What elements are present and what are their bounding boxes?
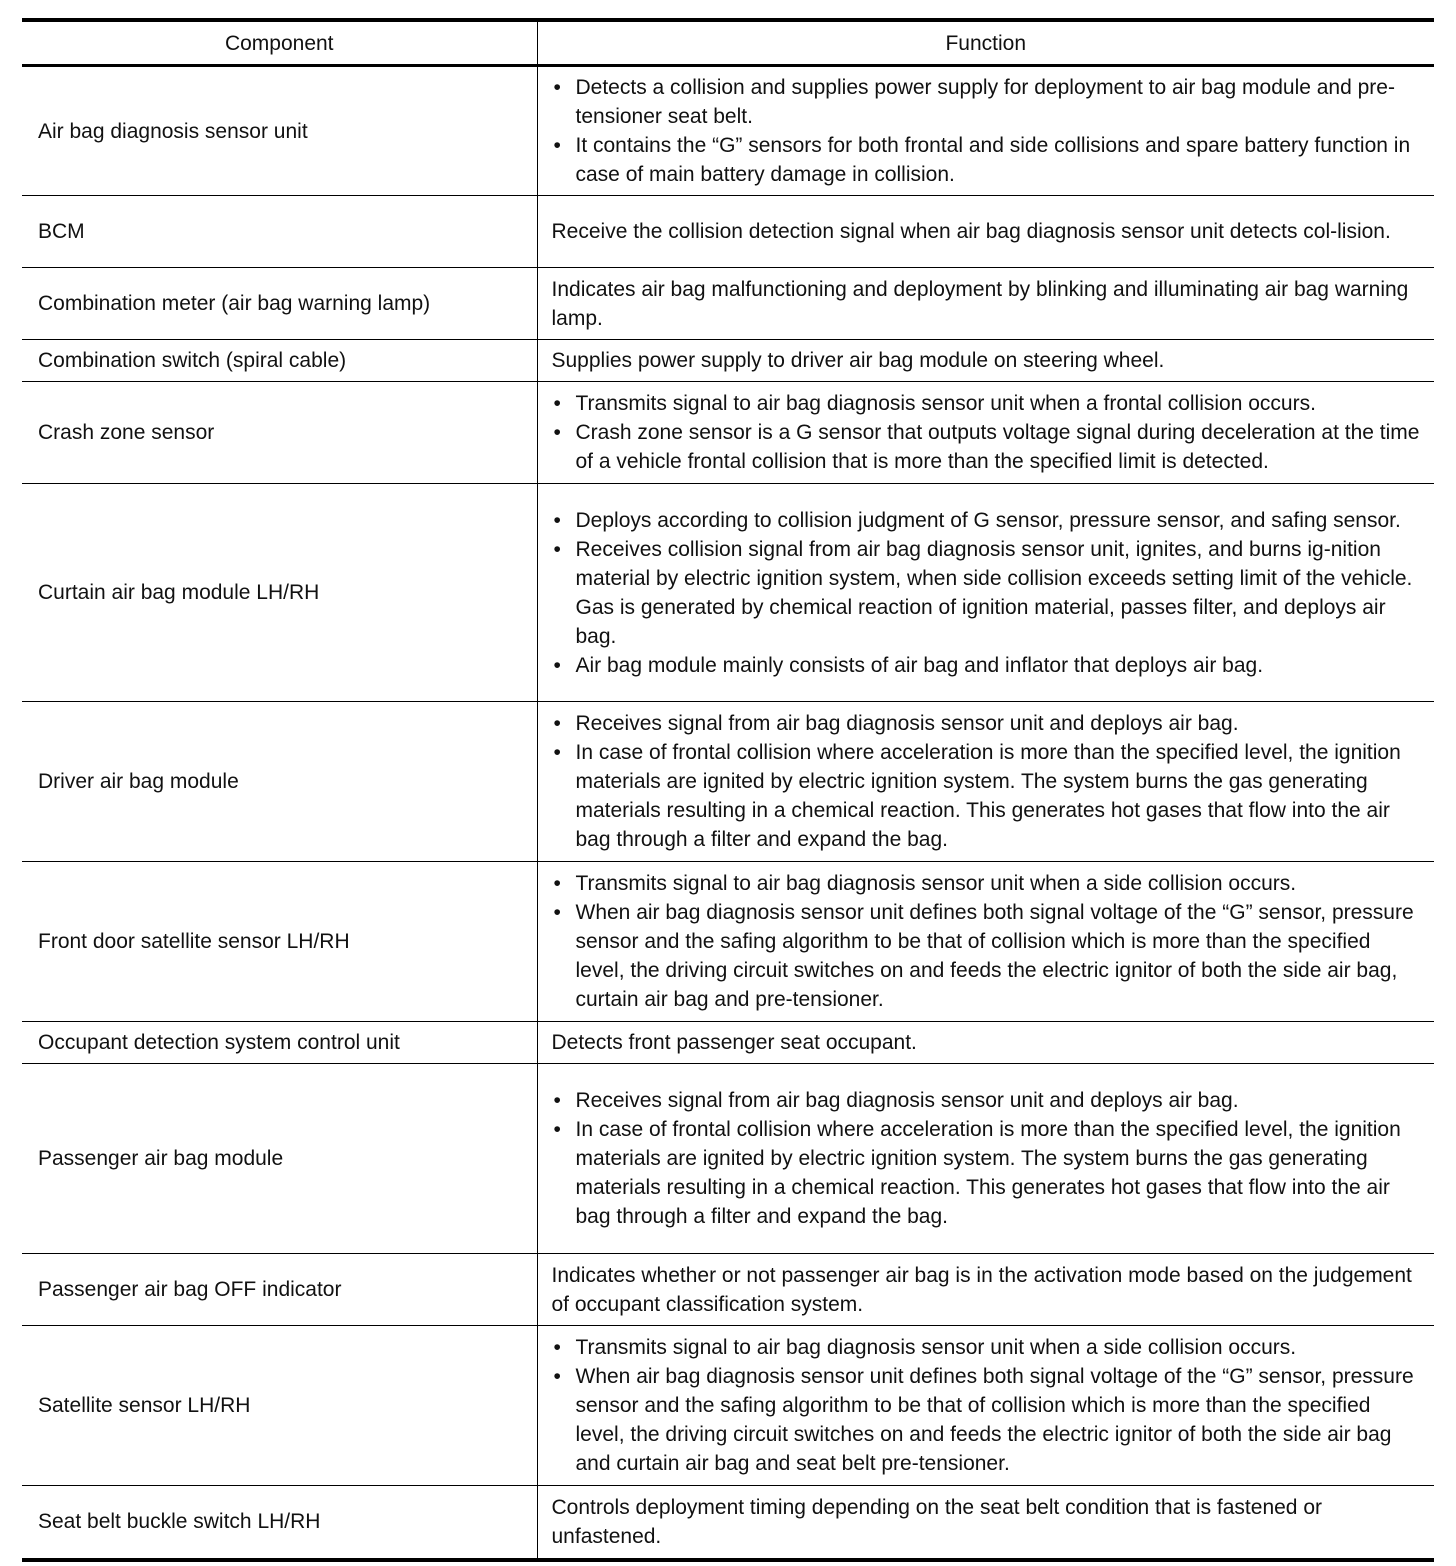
table-row: [22, 1326, 1434, 1486]
function-bullet: • Transmits signal to air bag diagnosis sensor unit when a frontal collision occurs.: [552, 389, 1421, 418]
component-cell: BCM: [22, 196, 537, 268]
component-cell: Combination meter (air bag warning lamp): [22, 268, 537, 340]
function-cell: [537, 382, 1434, 484]
function-column-header: Function: [537, 20, 1434, 66]
table-row: [22, 484, 1434, 702]
table-row: [22, 1064, 1434, 1254]
function-bullet: • Transmits signal to air bag diagnosis sensor unit when a side collision occurs.: [552, 1333, 1421, 1362]
table-row: [22, 1254, 1434, 1326]
function-bullet: • In case of frontal collision where acceleration is more than the specified level, the ignition materials are ignited by electric ignition system. The system burns the gas generating materials resulting in a chemical reaction. This generates hot gases that flow into the air bag through a filter and expand the bag.: [552, 1115, 1421, 1231]
table-row: [22, 340, 1434, 382]
function-bullet: • Deploys according to collision judgment of G sensor, pressure sensor, and safing sensor.: [552, 506, 1421, 535]
function-bullet: • Detects a collision and supplies power supply for deployment to air bag module and pre-tensioner seat belt.: [552, 73, 1421, 131]
table-row: [22, 268, 1434, 340]
function-bullet: • When air bag diagnosis sensor unit defines both signal voltage of the “G” sensor, pressure sensor and the safing algorithm to be that of collision which is more than the specified level, the driving circuit switches on and feeds the electric ignitor of both the side air bag and curtain air bag and seat belt pre-tensioner.: [552, 1362, 1421, 1478]
function-bullet-list: [552, 73, 1421, 189]
function-bullet: • Crash zone sensor is a G sensor that outputs voltage signal during deceleration at the time of a vehicle frontal collision that is more than the specified limit is detected.: [552, 418, 1421, 476]
component-cell: Satellite sensor LH/RH: [22, 1326, 537, 1486]
function-cell: [537, 196, 1434, 268]
component-function-table: [22, 18, 1434, 1562]
function-bullet: • When air bag diagnosis sensor unit defines both signal voltage of the “G” sensor, pressure sensor and the safing algorithm to be that of collision which is more than the specified level, the driving circuit switches on and feeds the electric ignitor of both the side air bag, curtain air bag and pre-tensioner.: [552, 898, 1421, 1014]
component-cell: Crash zone sensor: [22, 382, 537, 484]
function-bullet-list: [552, 506, 1421, 680]
component-column-header: Component: [22, 20, 537, 66]
function-text: Receive the collision detection signal when air bag diagnosis sensor unit detects col-lision.: [551, 220, 1391, 243]
function-cell: [537, 702, 1434, 862]
function-bullet-list: [552, 1086, 1421, 1231]
component-cell: Air bag diagnosis sensor unit: [22, 66, 537, 196]
table-row: [22, 702, 1434, 862]
table-row: [22, 862, 1434, 1022]
table-row: [22, 1022, 1434, 1064]
component-cell: Curtain air bag module LH/RH: [22, 484, 537, 702]
function-bullet: • In case of frontal collision where acceleration is more than the specified level, the ignition materials are ignited by electric ignition system. The system burns the gas generating materials resulting in a chemical reaction. This generates hot gases that flow into the air bag through a filter and expand the bag.: [552, 738, 1421, 854]
table-row: [22, 1486, 1434, 1560]
component-cell: Combination switch (spiral cable): [22, 340, 537, 382]
table-row: [22, 196, 1434, 268]
function-bullet: • Receives signal from air bag diagnosis sensor unit and deploys air bag.: [552, 1086, 1421, 1115]
function-bullet: • It contains the “G” sensors for both frontal and side collisions and spare battery function in case of main battery damage in collision.: [552, 131, 1421, 189]
function-bullet-list: [552, 389, 1421, 476]
function-text: Indicates whether or not passenger air bag is in the activation mode based on the judgement of occupant classification system.: [551, 1263, 1412, 1316]
function-cell: [537, 1486, 1434, 1560]
function-cell: [537, 268, 1434, 340]
function-bullet: • Receives collision signal from air bag diagnosis sensor unit, ignites, and burns ig-nition material by electric ignition system, when side collision exceeds setting limit of the vehicle. Gas is generated by chemical reaction of ignition material, passes filter, and deploys air bag.: [552, 535, 1421, 651]
function-bullet-list: [552, 1333, 1421, 1478]
function-cell: [537, 1064, 1434, 1254]
function-cell: [537, 1326, 1434, 1486]
function-cell: [537, 484, 1434, 702]
component-cell: Front door satellite sensor LH/RH: [22, 862, 537, 1022]
header-row: [22, 20, 1434, 66]
function-cell: [537, 340, 1434, 382]
function-text: Controls deployment timing depending on the seat belt condition that is fastened or unfastened.: [551, 1495, 1322, 1548]
function-bullet: • Receives signal from air bag diagnosis sensor unit and deploys air bag.: [552, 709, 1421, 738]
component-cell: Occupant detection system control unit: [22, 1022, 537, 1064]
table-body: [22, 66, 1434, 1560]
function-text: Detects front passenger seat occupant.: [551, 1031, 917, 1054]
table-row: [22, 382, 1434, 484]
function-text: Indicates air bag malfunctioning and deployment by blinking and illuminating air bag warning lamp.: [551, 277, 1409, 330]
component-cell: Seat belt buckle switch LH/RH: [22, 1486, 537, 1560]
function-bullet-list: [552, 709, 1421, 854]
function-cell: [537, 862, 1434, 1022]
table-row: [22, 66, 1434, 196]
component-cell: Passenger air bag OFF indicator: [22, 1254, 537, 1326]
function-cell: [537, 66, 1434, 196]
function-cell: [537, 1254, 1434, 1326]
function-bullet: • Transmits signal to air bag diagnosis sensor unit when a side collision occurs.: [552, 869, 1421, 898]
function-bullet: • Air bag module mainly consists of air bag and inflator that deploys air bag.: [552, 651, 1421, 680]
function-bullet-list: [552, 869, 1421, 1014]
component-cell: Passenger air bag module: [22, 1064, 537, 1254]
function-text: Supplies power supply to driver air bag module on steering wheel.: [551, 349, 1165, 372]
component-cell: Driver air bag module: [22, 702, 537, 862]
function-cell: [537, 1022, 1434, 1064]
